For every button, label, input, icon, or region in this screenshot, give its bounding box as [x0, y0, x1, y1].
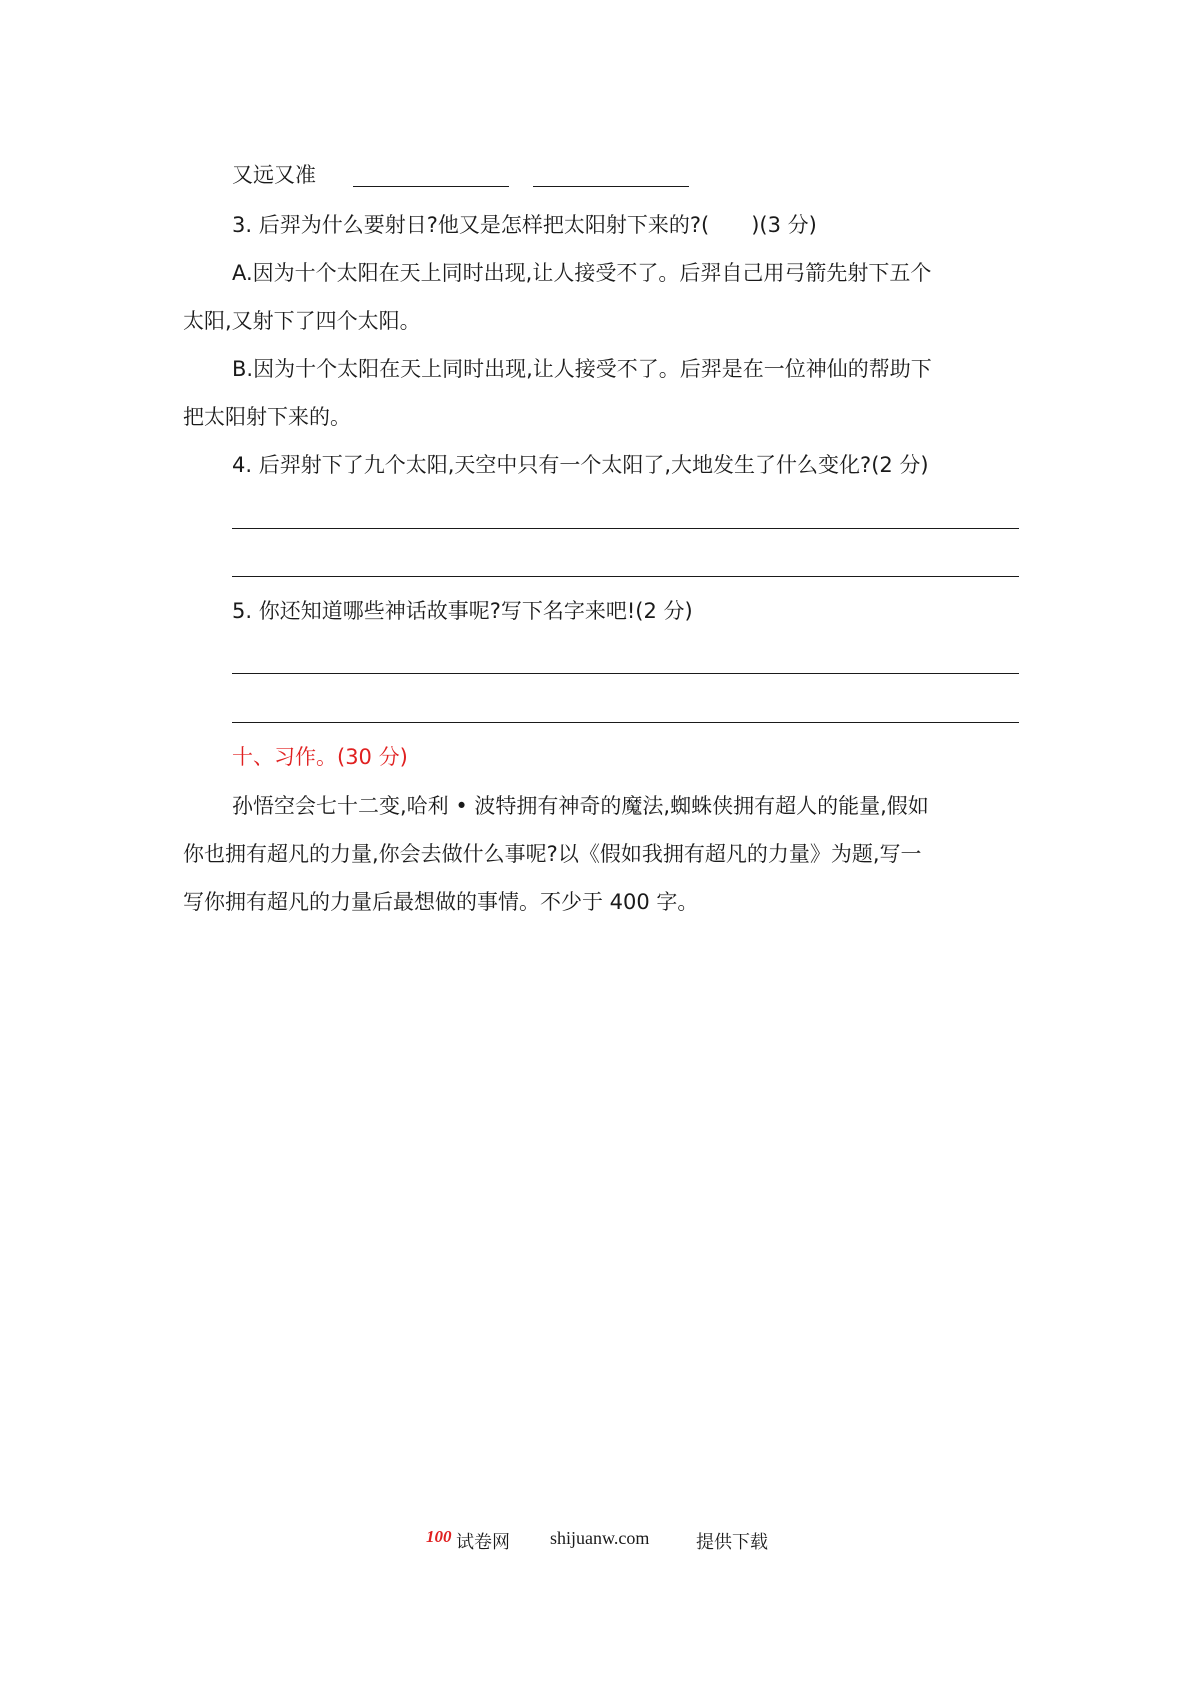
answer-line-q5-2[interactable]: [232, 722, 1019, 723]
section-title: 十、习作。(30 分): [232, 745, 408, 769]
question-4: 4. 后羿射下了九个太阳,天空中只有一个太阳了,大地发生了什么变化?(2 分): [232, 453, 929, 477]
question-5: 5. 你还知道哪些神话故事呢?写下名字来吧!(2 分): [232, 599, 693, 623]
answer-blank-1[interactable]: [353, 186, 509, 187]
page-footer: [0, 1524, 1191, 1554]
footer-tagline: 提供下载: [696, 1532, 768, 1552]
essay-prompt-line-2: 你也拥有超凡的力量,你会去做什么事呢?以《假如我拥有超凡的力量》为题,写一: [183, 842, 922, 866]
answer-line-q4-1[interactable]: [232, 528, 1019, 529]
answer-blank-2[interactable]: [533, 186, 689, 187]
option-b-line-1: B.因为十个太阳在天上同时出现,让人接受不了。后羿是在一位神仙的帮助下: [232, 357, 932, 381]
fill-in-label: 又远又准: [232, 163, 316, 187]
essay-prompt-line-3: 写你拥有超凡的力量后最想做的事情。不少于 400 字。: [183, 890, 699, 914]
answer-line-q4-2[interactable]: [232, 576, 1019, 577]
option-b-line-2: 把太阳射下来的。: [183, 405, 351, 429]
logo-text: 试卷网: [456, 1532, 510, 1552]
question-3: 3. 后羿为什么要射日?他又是怎样把太阳射下来的?( )(3 分): [232, 213, 817, 237]
answer-line-q5-1[interactable]: [232, 673, 1019, 674]
option-a-line-2: 太阳,又射下了四个太阳。: [183, 309, 421, 333]
option-a-line-1: A.因为十个太阳在天上同时出现,让人接受不了。后羿自己用弓箭先射下五个: [232, 261, 932, 285]
site-link[interactable]: shijuanw.com: [550, 1528, 650, 1548]
essay-prompt-line-1: 孙悟空会七十二变,哈利 • 波特拥有神奇的魔法,蜘蛛侠拥有超人的能量,假如: [232, 794, 929, 818]
logo-100: 100: [426, 1527, 452, 1546]
